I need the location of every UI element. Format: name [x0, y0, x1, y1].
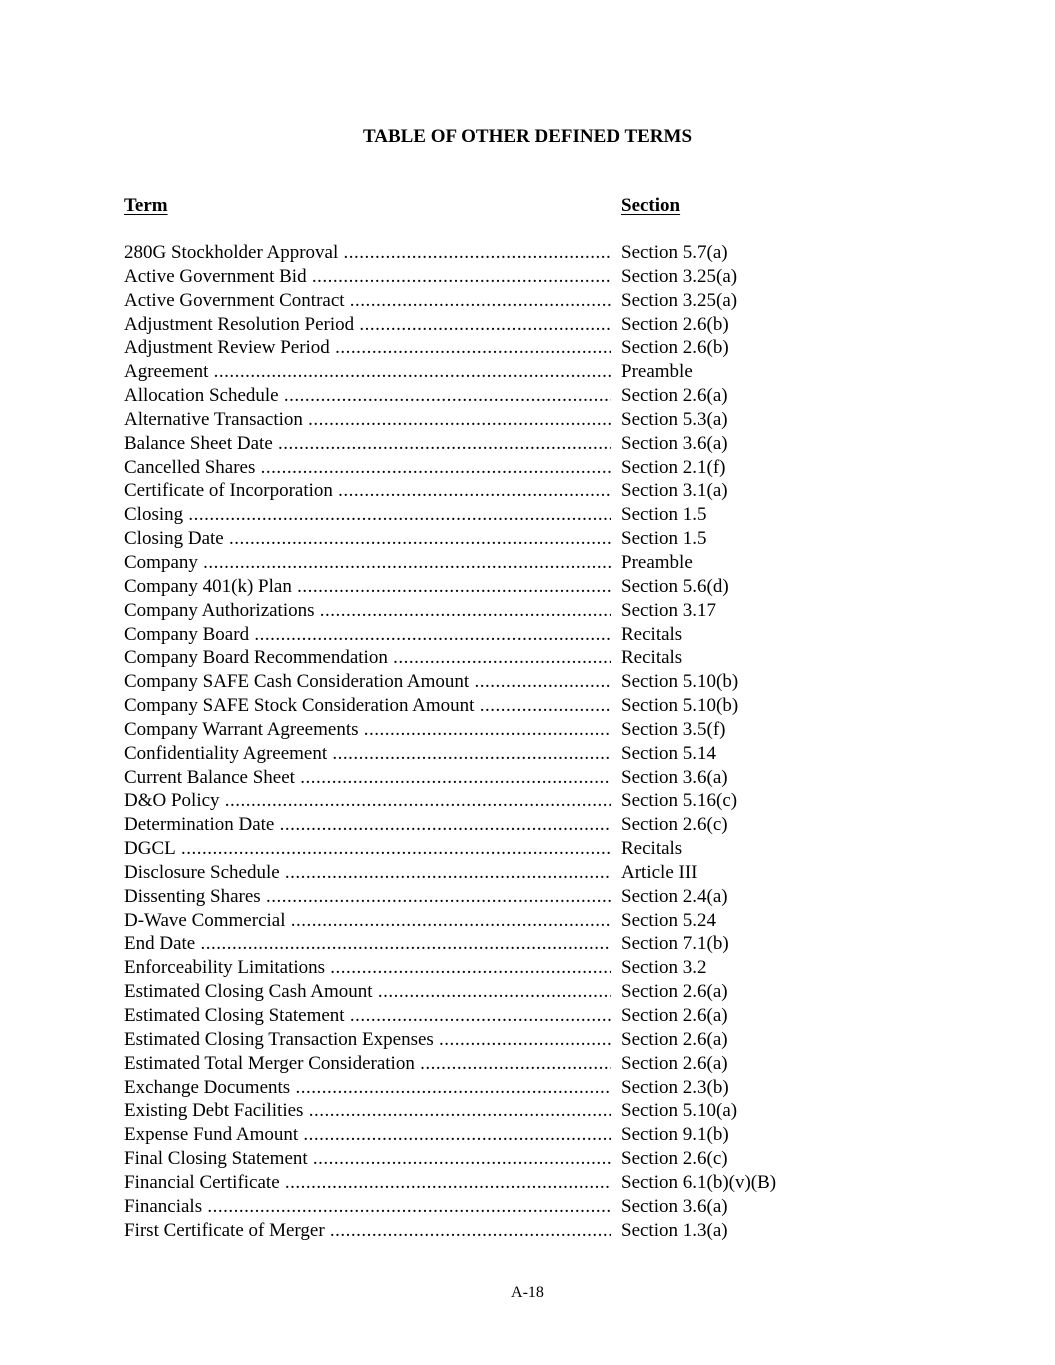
term-label: Estimated Closing Cash Amount ..... [124, 980, 611, 1004]
section-reference: Section 5.24 [621, 909, 716, 931]
section-reference: Section 5.7(a) [621, 242, 728, 263]
section-reference: Section 3.2 [621, 957, 707, 979]
term-label: Active Government Bid ..... [124, 265, 611, 289]
term-label: Estimated Total Merger Consideration ..... [124, 1052, 611, 1076]
section-reference: Section 3.17 [621, 599, 716, 621]
term-label: Balance Sheet Date ..... [124, 432, 611, 456]
term-label: Agreement ..... [124, 360, 611, 384]
term-label: DGCL ..... [124, 837, 611, 861]
term-label: D-Wave Commercial ..... [124, 909, 611, 933]
list-item [124, 1099, 824, 1123]
term-label: Financials ..... [124, 1195, 611, 1219]
term-label: Cancelled Shares ..... [124, 456, 611, 480]
section-reference: Section 2.6(b) [621, 337, 729, 359]
list-item [124, 1076, 824, 1100]
section-reference: Section 2.6(b) [621, 313, 729, 335]
term-label: Determination Date ..... [124, 813, 611, 837]
section-reference: Section 5.14 [621, 742, 716, 764]
list-item [124, 766, 824, 790]
term-label: Adjustment Review Period ..... [124, 336, 611, 360]
list-item [124, 384, 824, 408]
section-reference: Section 3.6(a) [621, 432, 728, 454]
section-reference: Section 2.6(a) [621, 1052, 728, 1074]
section-reference: Section 3.6(a) [621, 1195, 728, 1217]
page-title: TABLE OF OTHER DEFINED TERMS [362, 126, 693, 147]
section-column-header: Section [621, 195, 681, 216]
term-label: Existing Debt Facilities ..... [124, 1099, 611, 1123]
term-label: Active Government Contract ..... [124, 289, 611, 313]
section-reference: Section 3.25(a) [621, 289, 738, 311]
section-reference: Section 3.25(a) [621, 265, 738, 287]
list-item [124, 861, 824, 885]
section-reference: Section 2.1(f) [621, 456, 726, 478]
list-item [124, 885, 824, 909]
list-item [124, 336, 824, 360]
section-reference: Section 6.1(b)(v)(B) [621, 1171, 777, 1193]
section-reference: Section 2.6(a) [621, 981, 728, 1003]
term-label: Expense Fund Amount ..... [124, 1123, 611, 1147]
list-item [124, 932, 824, 956]
section-reference: Section 5.10(b) [621, 671, 739, 693]
list-item [124, 956, 824, 980]
term-label: Disclosure Schedule ..... [124, 861, 611, 885]
term-label: Current Balance Sheet ..... [124, 766, 611, 790]
section-reference: Section 3.6(a) [621, 766, 728, 788]
section-reference: Section 1.5 [621, 504, 707, 526]
term-label: Confidentiality Agreement ..... [124, 742, 611, 766]
section-reference: Recitals [621, 647, 683, 669]
section-reference: Section 2.3(b) [621, 1076, 729, 1098]
list-item [124, 742, 824, 766]
section-reference: Section 1.3(a) [621, 1219, 728, 1241]
list-item [124, 789, 824, 813]
list-item [124, 1028, 824, 1052]
list-item [124, 503, 824, 527]
list-item [124, 551, 824, 575]
list-item [124, 527, 824, 551]
term-label: First Certificate of Merger ..... [124, 1219, 611, 1243]
section-reference: Section 2.6(a) [621, 1028, 728, 1050]
section-reference: Recitals [621, 623, 683, 645]
section-reference: Preamble [621, 551, 693, 573]
section-reference: Section 5.10(b) [621, 695, 739, 717]
term-label: Closing ..... [124, 503, 611, 527]
term-label: Closing Date ..... [124, 527, 611, 551]
list-item [124, 718, 824, 742]
list-item [124, 909, 824, 933]
list-item [124, 670, 824, 694]
term-label: Final Closing Statement ..... [124, 1147, 611, 1171]
term-label: Enforceability Limitations ..... [124, 956, 611, 980]
list-item [124, 456, 824, 480]
term-label: Adjustment Resolution Period ..... [124, 313, 611, 337]
list-item [124, 432, 824, 456]
section-reference: Recitals [621, 838, 683, 860]
list-item [124, 1123, 824, 1147]
list-item [124, 479, 824, 503]
list-item [124, 313, 824, 337]
term-label: Company ..... [124, 551, 611, 575]
term-label: Company SAFE Stock Consideration Amount ..... [124, 694, 611, 718]
list-item [124, 980, 824, 1004]
section-reference: Section 2.4(a) [621, 885, 728, 907]
term-label: Allocation Schedule ..... [124, 384, 611, 408]
list-item [124, 1052, 824, 1076]
list-item [124, 241, 824, 265]
list-item [124, 1195, 824, 1219]
section-reference: Section 7.1(b) [621, 933, 729, 955]
section-reference: Section 2.6(c) [621, 1148, 728, 1170]
section-reference: Section 5.6(d) [621, 575, 729, 597]
term-label: Company Board ..... [124, 623, 611, 647]
section-reference: Preamble [621, 361, 693, 383]
term-label: Estimated Closing Statement ..... [124, 1004, 611, 1028]
term-label: Company 401(k) Plan ..... [124, 575, 611, 599]
list-item [124, 265, 824, 289]
list-item [124, 646, 824, 670]
list-item [124, 1219, 824, 1243]
term-label: Company SAFE Cash Consideration Amount ..... [124, 670, 611, 694]
list-item [124, 575, 824, 599]
page-number: A-18 [511, 1284, 544, 1301]
list-item [124, 289, 824, 313]
list-item [124, 694, 824, 718]
term-label: Exchange Documents ..... [124, 1076, 611, 1100]
term-label: Financial Certificate ..... [124, 1171, 611, 1195]
term-label: Alternative Transaction ..... [124, 408, 611, 432]
list-item [124, 599, 824, 623]
list-item [124, 360, 824, 384]
section-reference: Section 1.5 [621, 528, 707, 550]
list-item [124, 408, 824, 432]
term-column-header: Term [124, 195, 168, 216]
term-label: 280G Stockholder Approval ..... [124, 241, 611, 265]
term-label: D&O Policy ..... [124, 789, 611, 813]
section-reference: Article III [621, 861, 698, 883]
term-label: Company Authorizations ..... [124, 599, 611, 623]
term-label: Company Warrant Agreements ..... [124, 718, 611, 742]
defined-terms-list [124, 241, 824, 1242]
list-item [124, 623, 824, 647]
section-reference: Section 5.10(a) [621, 1100, 738, 1122]
section-reference: Section 5.3(a) [621, 408, 728, 430]
section-reference: Section 5.16(c) [621, 790, 738, 812]
section-reference: Section 2.6(c) [621, 814, 728, 836]
list-item [124, 1004, 824, 1028]
term-label: Company Board Recommendation ..... [124, 646, 611, 670]
section-reference: Section 9.1(b) [621, 1124, 729, 1146]
section-reference: Section 2.6(a) [621, 1005, 728, 1026]
list-item [124, 1171, 824, 1195]
list-item [124, 837, 824, 861]
list-item [124, 813, 824, 837]
section-reference: Section 3.5(f) [621, 718, 726, 740]
term-label: Certificate of Incorporation ..... [124, 479, 611, 503]
term-label: Dissenting Shares ..... [124, 885, 611, 909]
term-label: End Date ..... [124, 932, 611, 956]
section-reference: Section 2.6(a) [621, 385, 728, 407]
section-reference: Section 3.1(a) [621, 480, 728, 502]
list-item [124, 1147, 824, 1171]
term-label: Estimated Closing Transaction Expenses ..... [124, 1028, 611, 1052]
